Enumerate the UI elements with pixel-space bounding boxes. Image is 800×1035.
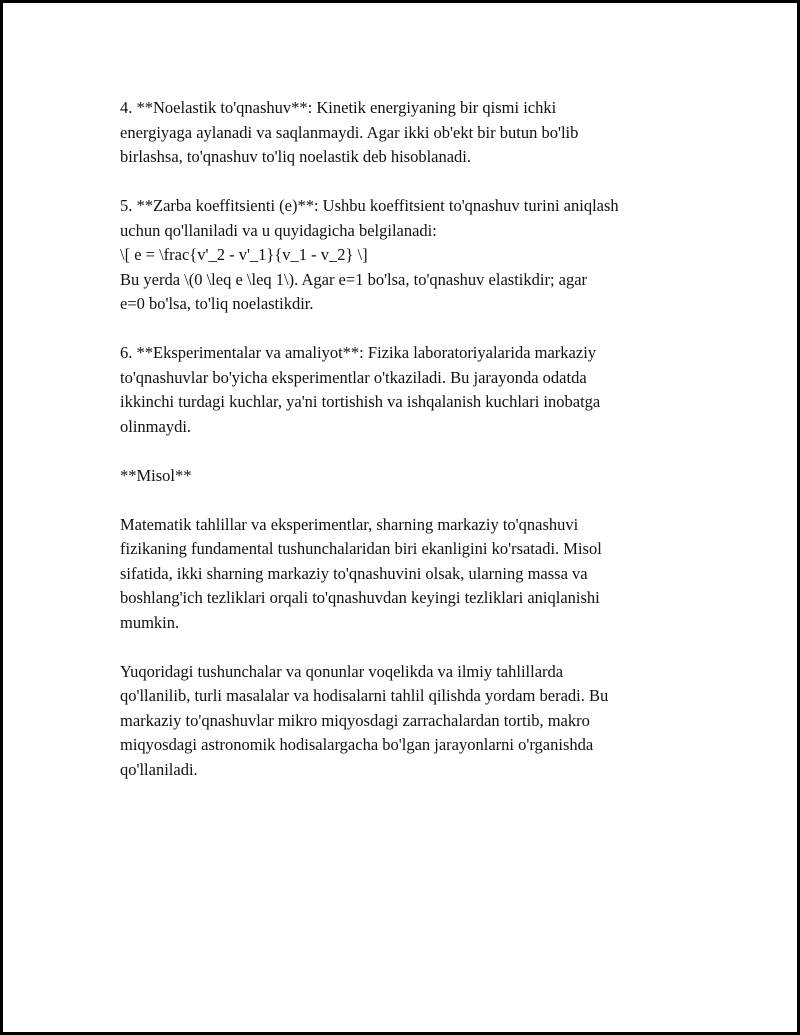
- paragraph-spacer: [120, 317, 690, 342]
- paragraph-conclusion: Yuqoridagi tushunchalar va qonunlar voqelikda va ilmiy tahlillarda qo'llanilib, turli masalalar va hodisalarni tahlil qilishda yordam beradi. Bu markaziy to'qnashuvlar mikro miqyosdagi zarrachalardan tortib, makro miqyosdagi astronomik hodisalargacha bo'lgan jarayonlarni o'rganishda qo'llaniladi.: [120, 661, 609, 779]
- paragraph-example: Matematik tahlillar va eksperimentlar, sharning markaziy to'qnashuvi fizikaning fundamental tushunchalaridan biri ekanligini ko'rsatadi. Misol sifatida, ikki sharning markaziy to'qnashuvini olsak, ularning massa va boshlang'ich tezliklari orqali to'qnashuvdan keyingi tezliklari aniqlanishi mumkin.: [120, 514, 602, 632]
- paragraph-spacer: [120, 439, 690, 464]
- example-heading: **Misol**: [120, 465, 192, 485]
- paragraph-spacer: [120, 170, 690, 195]
- paragraph-experiments: 6. **Eksperimentalar va amaliyot**: Fizika laboratoriyalarida markaziy to'qnashuvlar bo'yicha eksperimentlar o'tkaziladi. Bu jarayonda odatda ikkinchi turdagi kuchlar, ya'ni tortishish va ishqalanish kuchlari inobatga olinmaydi.: [120, 343, 601, 436]
- paragraph-spacer: [120, 635, 690, 660]
- paragraph-spacer: [120, 488, 690, 513]
- paragraph-restitution-coefficient: 5. **Zarba koeffitsienti (e)**: Ushbu koeffitsient to'qnashuv turini aniqlash uchun qo'llaniladi va u quyidagicha belgilanadi: \[ e = \frac{v'_2 - v'_1}{v_1 - v_2} \] Bu yerda \(0 \leq e \leq 1\). Agar e=1 bo'lsa, to'qnashuv elastikdir; agar e=0 bo'lsa, to'liq noelastikdir.: [120, 196, 619, 313]
- paragraph-inelastic-collision: 4. **Noelastik to'qnashuv**: Kinetik energiyaning bir qismi ichki energiyaga aylanadi va saqlanmaydi. Agar ikki ob'ekt bir butun bo'lib birlashsa, to'qnashuv to'liq noelastik deb hisoblanadi.: [120, 98, 579, 166]
- document-body: [120, 96, 690, 782]
